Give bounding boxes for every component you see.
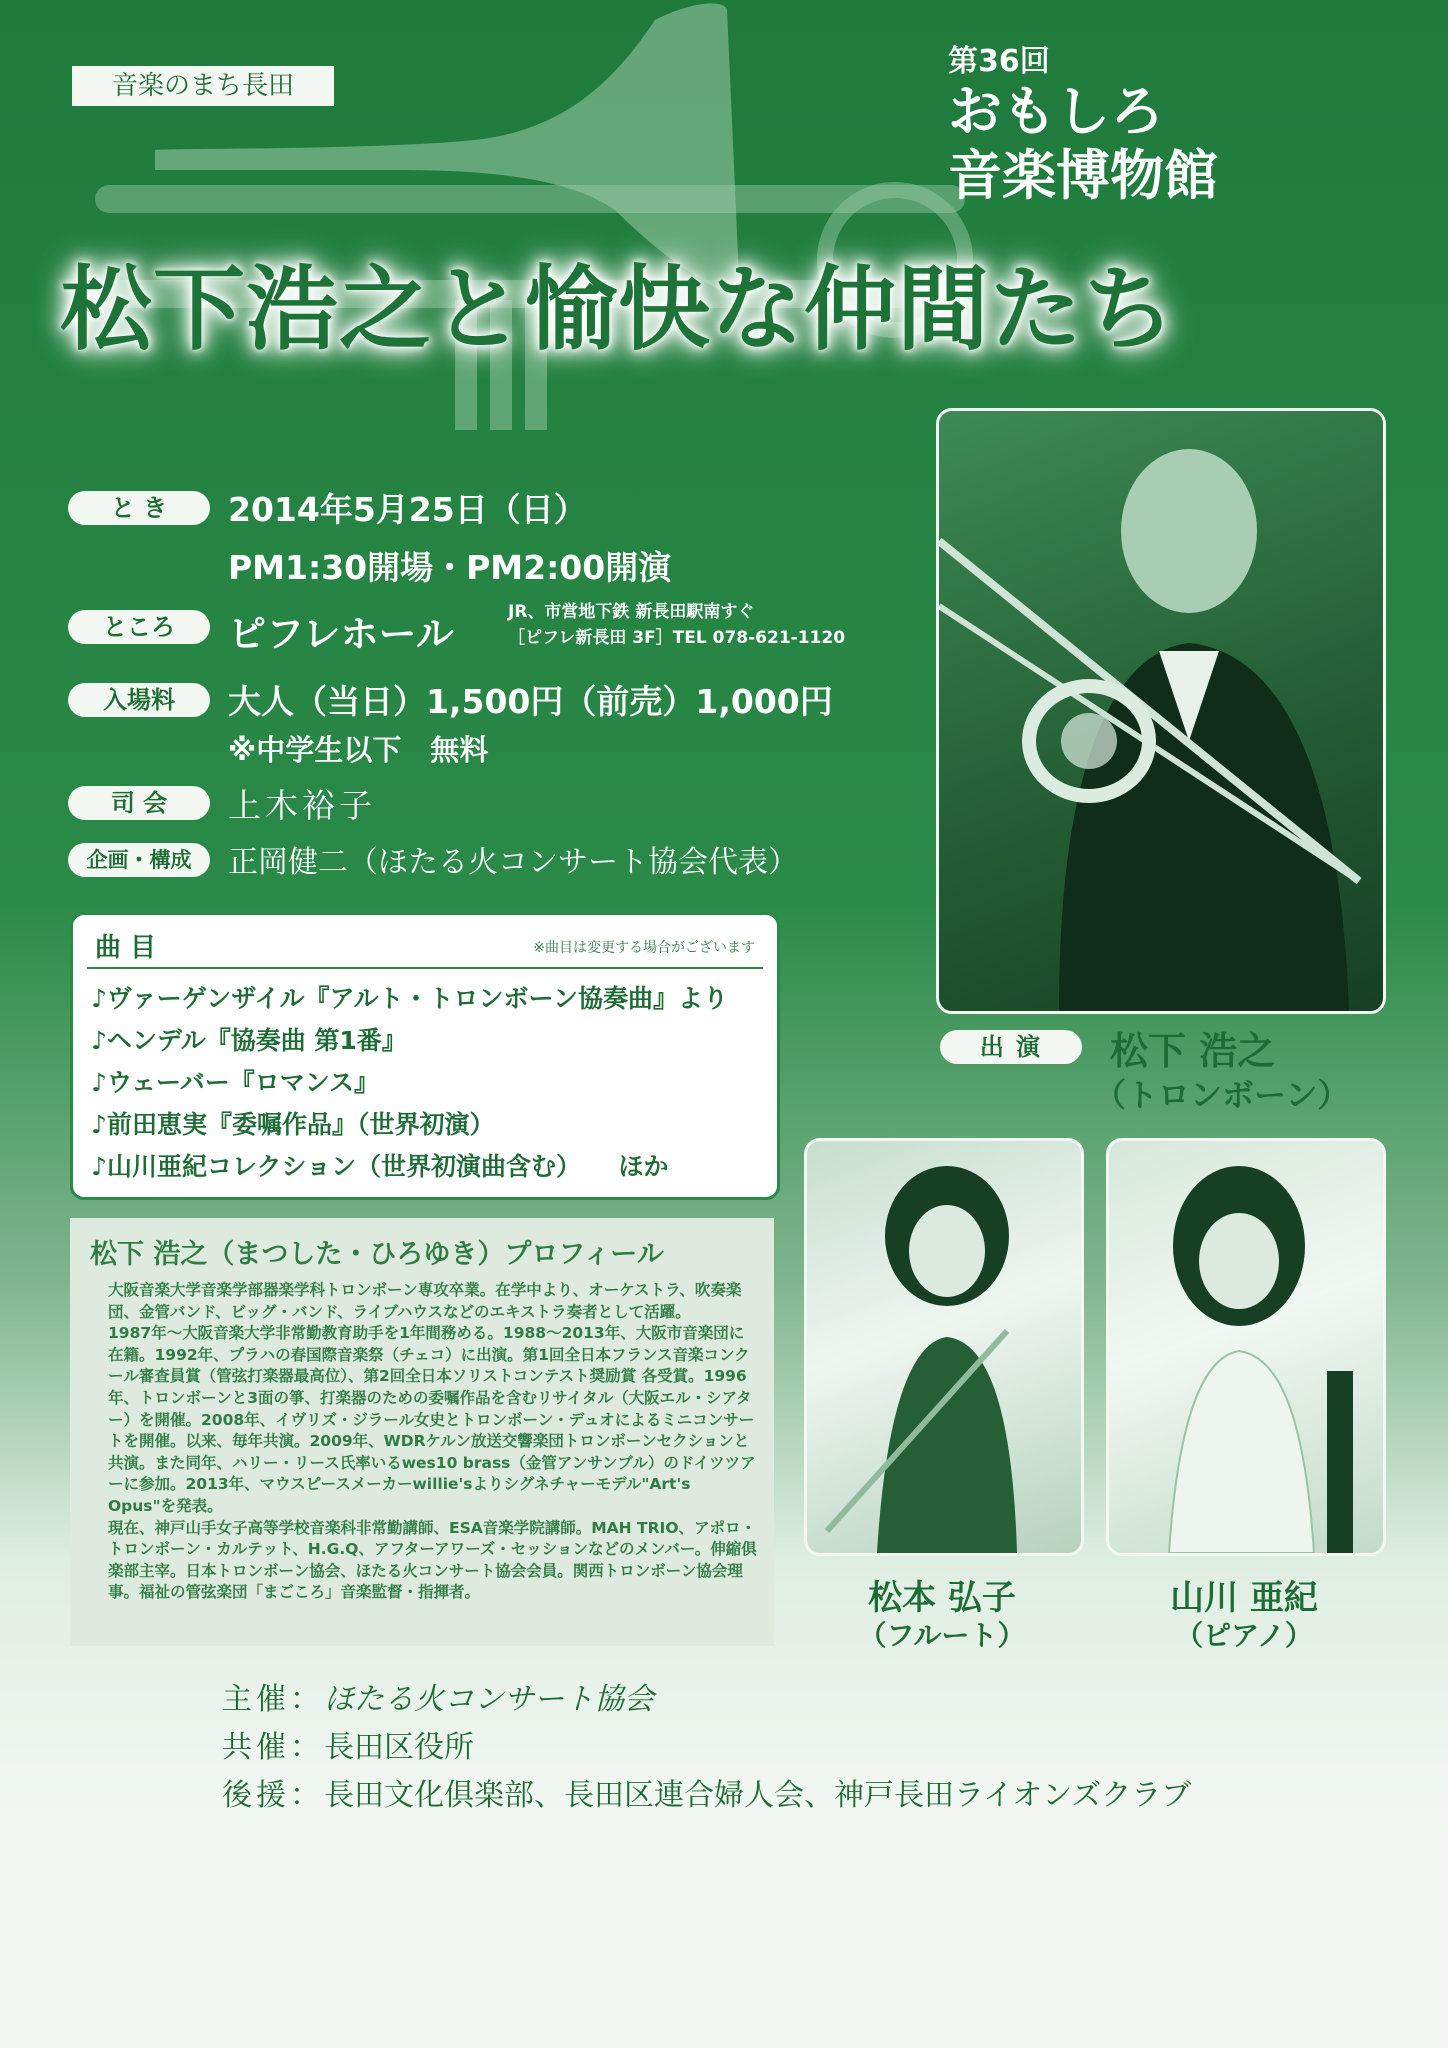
cohost-row	[222, 1724, 1191, 1772]
cohost-key: 共催：	[222, 1730, 324, 1765]
profile-paragraph: 現在、神戸山手女子高等学校音楽科非常勤講師、ESA音楽学院講師。MAH TRIO、アポロ・トロンボーン・カルテット、H.G.Q、アフターアワーズ・セッションなどのメンバー。伸縮俱楽部主宰。日本トロンボーン協会、ほたる火コンサート協会会員。関西トロンボーン協会理事。福祉の管弦楽団「まごころ」音楽監督・指揮者。	[108, 1518, 757, 1602]
trombonist-instrument: （トロンボーン）	[1094, 1076, 1350, 1114]
cohost-name: 長田区役所	[324, 1730, 474, 1765]
venue-name: ピフレホール	[228, 612, 454, 656]
pianist-instrument: （ピアノ）	[1175, 1619, 1313, 1652]
trombonist-figure	[939, 411, 1383, 1011]
where-label: ところ	[68, 610, 210, 644]
program-divider	[87, 967, 763, 969]
support-key: 後援：	[222, 1778, 324, 1813]
profile-paragraph: 1987年～大阪音楽大学非常勤教育助手を1年間務める。1988～2013年、大阪市音楽団に在籍。1992年、プラハの春国際音楽祭（チェコ）に出演。第1回全日本フランス音楽コンクール審査員賞（管弦打楽器最高位）、第2回全日本ソリストコンテスト奨励賞 各受賞。1996年、トロンボーンと3面の箏、打楽器のための委嘱作品を含むリサイタル（大阪エル・シアター）を開催。2008年、イヴリズ・ジラール女史とトロンボーン・デュオによるミニコンサートを開催。以来、毎年共演。2009年、WDRケルン放送交響楽団トロンボーンセクションと共演。また同年、ハリー・リース氏率いるwes10 brass（金管アンサンブル）のドイツツアーに参加。2013年、マウスピースメーカーwillie'sよりシグネチャーモデル"Art's Opus"を発表。	[108, 1324, 756, 1515]
planner-name: 正岡健二（ほたる火コンサート協会代表）	[228, 845, 798, 880]
flutist-name: 松本 弘子	[868, 1578, 1016, 1618]
program-item: ♪ウェーバー『ロマンス』	[91, 1068, 379, 1097]
trombonist-name: 松下 浩之	[1110, 1029, 1276, 1073]
blank-margin	[0, 1834, 1448, 2048]
pianist-photo	[1106, 1138, 1386, 1556]
support-names: 長田文化俱楽部、長田区連合婦人会、神戸長田ライオンズクラブ	[324, 1778, 1192, 1813]
when-label: と き	[68, 491, 210, 525]
profile-paragraph: 大阪音楽大学音楽学部器楽学科トロンボーン専攻卒業。在学中より、オーケストラ、吹奏楽団、金管バンド、ビッグ・バンド、ライブハウスなどのエキストラ奏者として活躍。	[108, 1281, 742, 1321]
ticket-price: 大人（当日）1,500円（前売）1,000円	[228, 682, 833, 721]
fee-label: 入場料	[68, 683, 210, 717]
mc-label: 司 会	[68, 786, 210, 820]
program-box	[70, 912, 780, 1200]
series-tag: 音楽のまち長田	[72, 66, 334, 106]
mc-name: 上木裕子	[228, 786, 376, 825]
concert-date: 2014年5月25日（日）	[228, 490, 587, 529]
series-title-line2: 音楽博物館	[948, 144, 1218, 207]
program-item: ♪ヴァーゲンザイル『アルト・トロンボーン協奏曲』より	[91, 984, 728, 1013]
flutist-figure	[807, 1141, 1081, 1553]
program-item: ♪山川亜紀コレクション（世界初演曲含む） ほか	[91, 1152, 669, 1181]
host-name: ほたる火コンサート協会	[324, 1682, 654, 1717]
trombonist-photo	[936, 408, 1386, 1014]
profile-heading: 松下 浩之（まつした・ひろゆき）プロフィール	[90, 1239, 664, 1270]
series-number: 第36回	[948, 44, 1050, 79]
pianist-figure	[1109, 1141, 1383, 1553]
profile-box	[70, 1218, 774, 1646]
support-row	[222, 1772, 1191, 1820]
ticket-note: ※中学生以下 無料	[228, 733, 489, 767]
host-row	[222, 1676, 1191, 1724]
host-key: 主催：	[222, 1682, 324, 1717]
venue-access: JR、市営地下鉄 新長田駅南すぐ	[508, 602, 755, 622]
concert-time: PM1:30開場・PM2:00開演	[228, 548, 672, 587]
concert-title: 松下浩之と愉快な仲間たち	[60, 256, 1177, 363]
program-heading: 曲 目	[95, 933, 157, 963]
pianist-name: 山川 亜紀	[1170, 1578, 1318, 1618]
flutist-photo	[804, 1138, 1084, 1556]
performer-label: 出 演	[940, 1030, 1082, 1064]
sponsor-list	[222, 1676, 1191, 1820]
flutist-instrument: （フルート）	[858, 1619, 1026, 1652]
venue-address: ［ピフレ新長田 3F］TEL 078-621-1120	[508, 628, 846, 648]
program-item: ♪前田恵実『委嘱作品』（世界初演）	[91, 1110, 495, 1139]
series-heading	[948, 36, 1218, 208]
planner-label: 企画・構成	[68, 843, 210, 877]
profile-body	[108, 1280, 758, 1604]
program-item: ♪ヘンデル『協奏曲 第1番』	[91, 1026, 407, 1055]
series-title-line1: おもしろ	[948, 80, 1164, 143]
program-note: ※曲目は変更する場合がございます	[533, 940, 755, 956]
